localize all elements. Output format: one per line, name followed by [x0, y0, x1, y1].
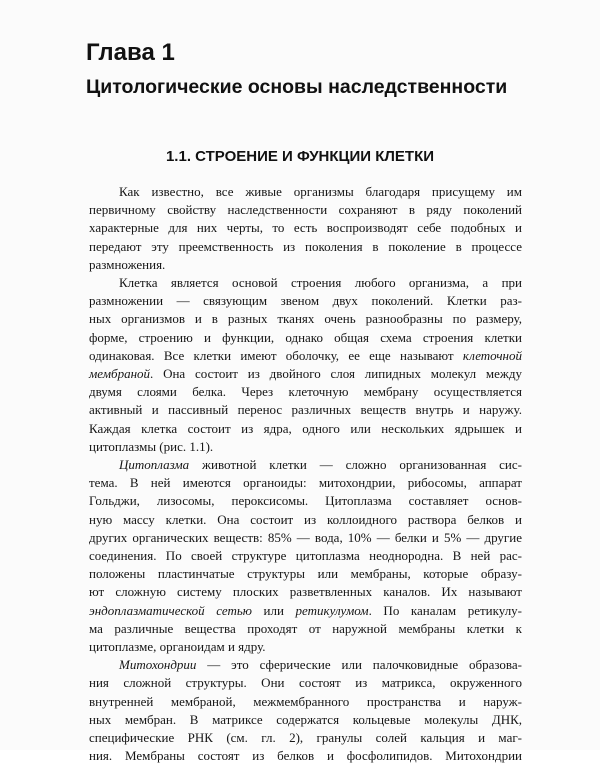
text-line: ную массу клетки. Она состоит из коллоидного раствора белков и: [89, 511, 522, 527]
paragraph-1: [89, 183, 522, 274]
text-line: положены пластинчатые структуры или мембраны, которые образу-: [89, 566, 522, 582]
text-line: соединения. По своей структуре цитоплазма неоднородна. В ней рас-: [89, 548, 522, 564]
italic-term: Цитоплазма: [119, 457, 190, 473]
text-line: [89, 365, 522, 383]
chapter-title: Цитологические основы наследственности: [86, 76, 508, 98]
italic-term: эндоплазматической сетью: [89, 602, 252, 618]
italic-term: ретикулумом: [295, 602, 369, 618]
text-line: ния. Мембраны состоят из белков и фосфолипидов. Митохондрии: [89, 748, 522, 764]
italic-term: Митохондрии: [119, 657, 197, 673]
text-line: ния сложной структуры. Они состоят из матрикса, окруженного: [89, 675, 522, 691]
text-line: ных мембран. В матриксе содержатся кольцевые молекулы ДНК,: [89, 711, 522, 727]
text-run: — это сферические или палочковидные образова-: [196, 657, 522, 673]
text-line: [89, 456, 522, 474]
text-line: первичному свойству наследственности сохраняют в ряду поколений: [89, 202, 522, 218]
chapter-number: Глава 1: [86, 39, 175, 66]
paragraph-3: [89, 456, 522, 656]
text-line: других органических веществ: 85% — вода, 10% — белки и 5% — другие: [89, 529, 522, 545]
text-line: внутренней мембраной, межмембранного пространства и наруж-: [89, 693, 522, 709]
text-line: [89, 656, 522, 674]
text-line: Клетка является основой строения любого организма, а при: [119, 275, 522, 291]
text-line: ных организмов и в разных тканях очень разнообразны по размеру,: [89, 311, 522, 327]
text-line: размножения.: [89, 256, 166, 272]
text-line: форме, строению и функции, однако общая схема строения клетки: [89, 329, 522, 345]
italic-term: мембраной: [89, 366, 151, 382]
text-line: тема. В ней имеются органоиды: митохондрии, рибосомы, аппарат: [89, 475, 522, 491]
text-line: размножении — связующим звеном двух поколений. Клетки раз-: [89, 293, 522, 309]
text-line: Гольджи, лизосомы, пероксисомы. Цитоплазма составляет основ-: [89, 493, 522, 509]
text-line: характерные для них черты, то есть воспроизводят себе подобных и: [89, 220, 522, 236]
text-line: ют сложную систему плоских разветвленных каналов. Их называют: [89, 584, 522, 600]
text-line: [89, 602, 522, 620]
text-line: активный и пассивный перенос различных веществ внутрь и наружу.: [89, 402, 522, 418]
paragraph-4: [89, 656, 522, 765]
text-line: цитоплазме, органоидам и ядру.: [89, 639, 266, 655]
text-line: [89, 347, 522, 365]
text-line: специфические РНК (см. гл. 2), гранулы солей кальция и маг-: [89, 730, 522, 746]
text-line: ма различные вещества проходят от наружной мембраны клетки к: [89, 620, 522, 636]
body-text: [89, 183, 522, 766]
text-run: или: [251, 602, 296, 618]
text-run: одинаковая. Все клетки имеют оболочку, ее еще называют: [89, 347, 454, 363]
text-line: Каждая клетка состоит из ядра, одного или нескольких ядрышек и: [89, 420, 522, 436]
text-line: цитоплазмы (рис. 1.1).: [89, 438, 214, 454]
paragraph-2: [89, 274, 522, 456]
text-line: передают эту преемственность из поколения в поколение в процессе: [89, 238, 522, 254]
text-run: животной клетки — сложно организованная сис-: [189, 457, 522, 473]
text-line: Как известно, все живые организмы благодаря присущему им: [119, 184, 522, 199]
text-run: . Она состоит из двойного слоя липидных молекул между: [150, 366, 522, 382]
text-run: . По каналам ретикулу-: [368, 602, 523, 618]
section-title: 1.1. СТРОЕНИЕ И ФУНКЦИИ КЛЕТКИ: [165, 148, 435, 165]
italic-term: клеточной: [462, 347, 522, 363]
text-line: двумя слоями белка. Через клеточную мембрану осуществляется: [89, 384, 522, 400]
